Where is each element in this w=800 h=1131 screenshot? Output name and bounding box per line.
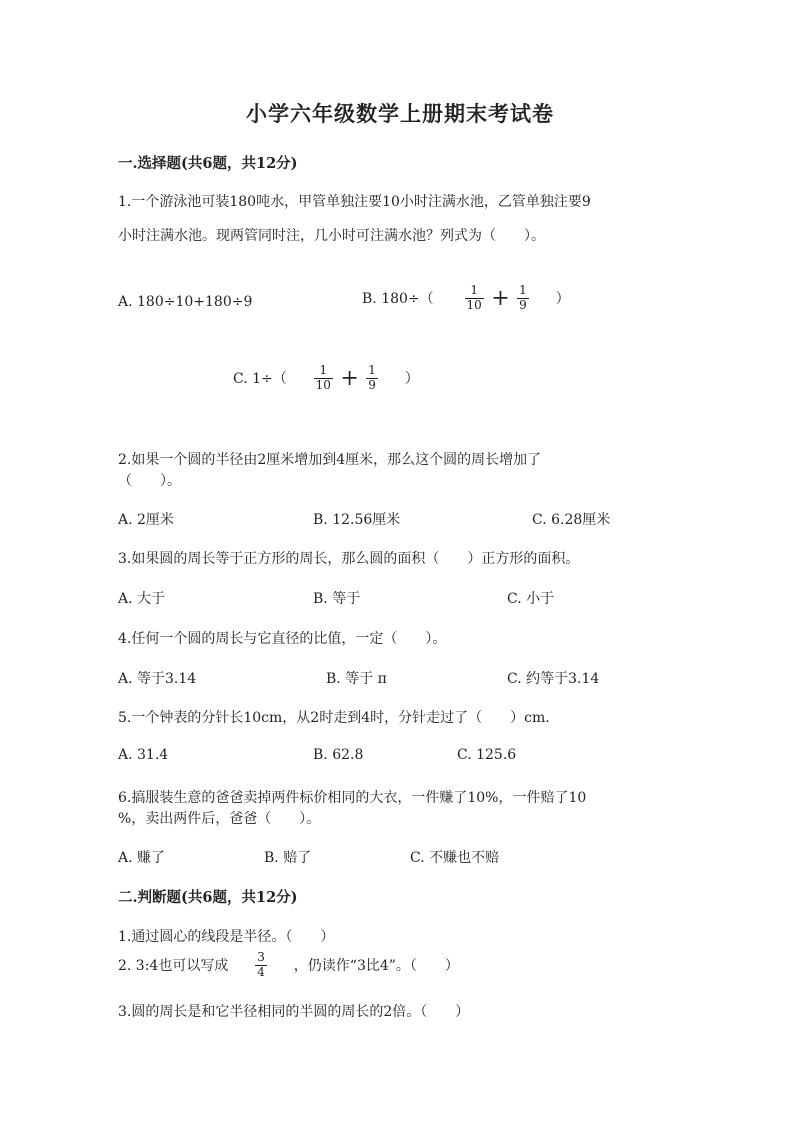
fraction-one-tenth	[314, 364, 333, 393]
question-3-text: 3.如果圆的周长等于正方形的周长，那么圆的面积（ ）正方形的面积。	[118, 551, 580, 567]
judgment-question-2	[118, 951, 459, 980]
question-5-text: 5.一个钟表的分针长10cm，从2时走到4时，分针走过了（ ）cm.	[118, 710, 550, 726]
page-title: 小学六年级数学上册期末考试卷	[246, 101, 554, 126]
question-1-text-line-1: 1.一个游泳池可装180吨水，甲管单独注要10小时注满水池，乙管单独注要9	[118, 194, 591, 210]
option-c-prefix: C. 1÷（	[233, 371, 287, 388]
question-1-option-b[interactable]	[362, 284, 570, 313]
option-b-prefix: B. 180÷（	[362, 291, 434, 308]
question-6-text-line-2: %，卖出两件后，爸爸（ ）。	[118, 811, 321, 827]
plus-sign: +	[491, 285, 510, 311]
fraction-denominator: 10	[315, 377, 331, 392]
judgment-question-3: 3.圆的周长是和它半径相同的半圆的周长的2倍。（ ）	[118, 1004, 470, 1020]
question-2-text-line-2: （ ）。	[118, 473, 181, 489]
question-4-text: 4.任何一个圆的周长与它直径的比值，一定（ ）。	[118, 631, 447, 647]
section-header-multiple-choice: 一.选择题(共6题，共12分)	[118, 155, 298, 172]
question-4-option-a[interactable]: A. 等于3.14	[118, 671, 197, 687]
plus-sign: +	[340, 365, 359, 391]
fraction-denominator: 10	[466, 297, 482, 312]
question-5-option-a[interactable]: A. 31.4	[118, 747, 169, 763]
question-4-option-b[interactable]: B. 等于 π	[326, 671, 387, 687]
fraction-numerator: 1	[470, 283, 478, 297]
question-3-option-b[interactable]: B. 等于	[313, 591, 361, 607]
fraction-numerator: 1	[519, 283, 527, 297]
question-1-option-a[interactable]: A. 180÷10+180÷9	[118, 294, 253, 310]
section-header-true-false: 二.判断题(共6题，共12分)	[118, 889, 298, 906]
fraction-one-ninth	[517, 284, 529, 313]
question-6-option-a[interactable]: A. 赚了	[118, 850, 166, 866]
fraction-three-fourths	[255, 951, 267, 980]
fraction-numerator: 1	[368, 363, 376, 377]
question-3-option-a[interactable]: A. 大于	[118, 591, 166, 607]
question-5-option-b[interactable]: B. 62.8	[313, 747, 364, 763]
fraction-one-tenth	[465, 284, 484, 313]
fraction-denominator: 9	[368, 377, 376, 392]
fraction-numerator: 1	[319, 363, 328, 377]
question-1-text-line-2: 小时注满水池。现两管同时注，几小时可注满水池？列式为（ ）。	[118, 228, 545, 244]
option-c-suffix: ）	[404, 371, 419, 388]
fraction-denominator: 4	[257, 964, 265, 979]
judgment-question-2-prefix: 2. 3:4也可以写成	[118, 958, 229, 975]
fraction-numerator: 3	[257, 950, 265, 964]
question-6-option-c[interactable]: C. 不赚也不赔	[410, 850, 500, 866]
question-3-option-c[interactable]: C. 小于	[507, 591, 555, 607]
question-2-option-b[interactable]: B. 12.56厘米	[313, 512, 401, 528]
question-5-option-c[interactable]: C. 125.6	[457, 747, 517, 763]
question-2-option-a[interactable]: A. 2厘米	[118, 512, 174, 528]
question-6-option-b[interactable]: B. 赔了	[264, 850, 312, 866]
question-1-option-c[interactable]	[233, 364, 419, 393]
question-2-option-c[interactable]: C. 6.28厘米	[532, 512, 611, 528]
fraction-denominator: 9	[519, 297, 527, 312]
question-6-text-line-1: 6.搞服装生意的爸爸卖掉两件标价相同的大衣，一件赚了10%，一件赔了10	[118, 790, 587, 806]
judgment-question-1: 1.通过圆心的线段是半径。（ ）	[118, 929, 335, 945]
question-2-text-line-1: 2.如果一个圆的半径由2厘米增加到4厘米，那么这个圆的周长增加了	[118, 452, 542, 468]
judgment-question-2-suffix: ，仍读作“3比4”。（ ）	[293, 958, 459, 975]
option-b-suffix: ）	[555, 291, 570, 308]
fraction-one-ninth	[366, 364, 378, 393]
question-4-option-c[interactable]: C. 约等于3.14	[507, 671, 600, 687]
